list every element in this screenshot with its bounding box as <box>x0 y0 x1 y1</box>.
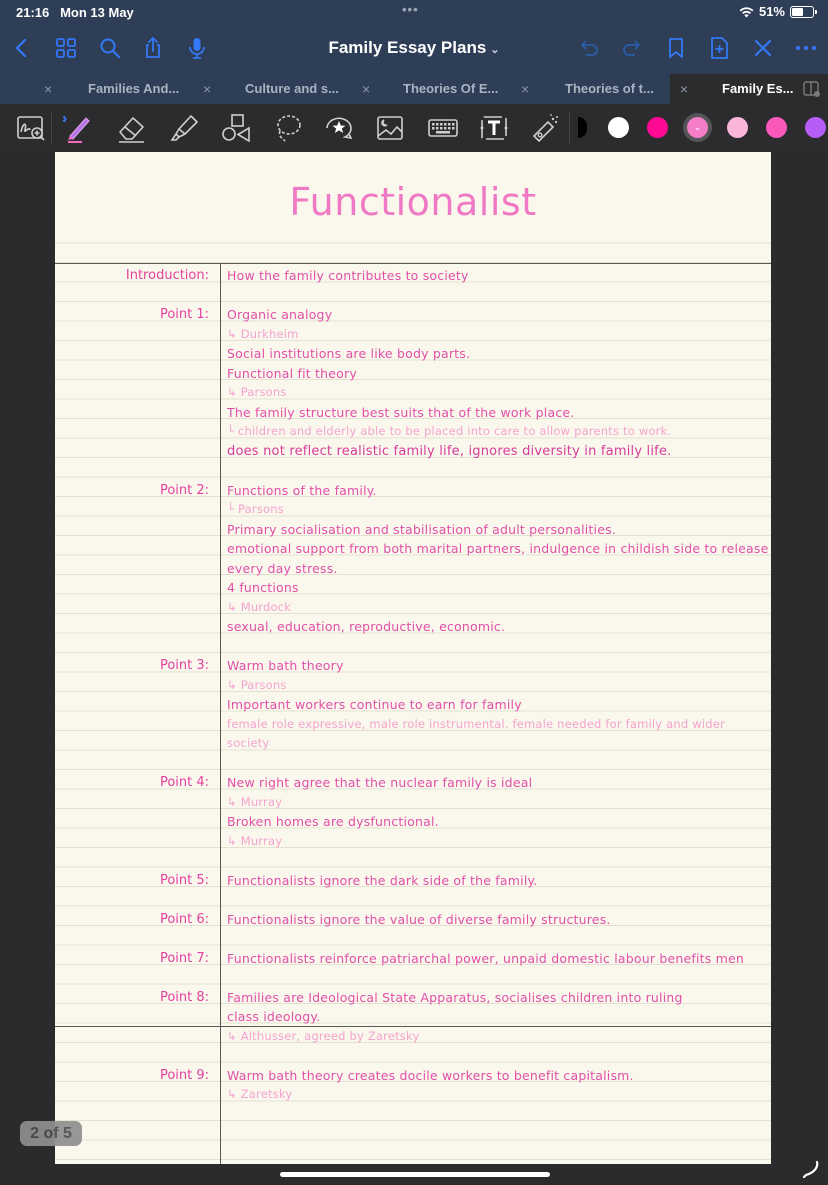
tab-theories-of-t[interactable]: × Theories of t... <box>521 74 681 104</box>
note-line: Warm bath theory <box>227 658 344 673</box>
lasso-icon[interactable] <box>272 112 304 144</box>
close-tab-icon[interactable]: × <box>680 81 689 97</box>
note-line: sexual, education, reproductive, economic. <box>227 619 506 634</box>
undo-icon[interactable] <box>577 36 601 60</box>
note-line: Primary socialisation and stabilisation of adult personalities. <box>227 521 616 537</box>
stickers-icon[interactable] <box>323 112 355 144</box>
note-line: Functional fit theory <box>227 365 357 381</box>
row-label: Point 5: <box>159 872 209 888</box>
redo-icon[interactable] <box>620 36 644 60</box>
note-source-line: ↳ Zaretsky <box>227 1087 293 1101</box>
status-date: Mon 13 May <box>60 5 134 20</box>
status-time: 21:16 Mon 13 May <box>16 5 134 20</box>
tab-family-essay-plans[interactable]: × Family Es... <box>670 74 828 104</box>
tab-theories-of-e[interactable]: × Theories Of E... <box>362 74 522 104</box>
laser-pointer-icon[interactable] <box>529 112 561 144</box>
drawing-toolbar <box>0 104 828 152</box>
note-source-line: ↳ Parsons <box>227 677 287 692</box>
color-swatch-white[interactable] <box>608 117 629 138</box>
row-label: Point 6: <box>159 911 209 927</box>
note-line: does not reflect realistic family life, ignores diversity in family life. <box>227 443 672 459</box>
color-swatch-medium-pink[interactable] <box>766 117 787 138</box>
table-top-border <box>55 263 771 264</box>
close-tab-icon[interactable]: × <box>521 81 530 97</box>
bookmark-icon[interactable] <box>664 36 688 60</box>
note-line: emotional support from both marital partners, indulgence in childish side to release <box>227 541 769 556</box>
more-icon[interactable] <box>794 36 818 60</box>
pen-icon[interactable] <box>60 112 92 144</box>
note-line: Families are Ideological State Apparatus, socialises children into ruling <box>227 989 683 1005</box>
document-title[interactable]: Family Essay Plans ⌄ <box>328 38 500 57</box>
nav-bar <box>0 26 828 74</box>
note-line: New right agree that the nuclear family is ideal <box>227 775 533 790</box>
page-counter: 2 of 5 <box>20 1121 82 1146</box>
note-line: Functionalists ignore the dark side of the family. <box>227 872 538 888</box>
row-label: Point 7: <box>159 950 209 966</box>
note-line: class ideology. <box>227 1009 321 1024</box>
note-source-line: ↳ Althusser, agreed by Zaretsky <box>227 1028 420 1043</box>
row-label: Point 8: <box>159 989 209 1005</box>
chevron-down-icon: ⌄ <box>490 44 500 56</box>
eraser-icon[interactable] <box>116 112 148 144</box>
split-view-icon[interactable] <box>803 81 820 97</box>
notebook-page[interactable] <box>55 152 771 1164</box>
battery-icon <box>790 6 814 18</box>
tab-culture-and[interactable]: × Culture and s... <box>203 74 363 104</box>
table-divider <box>55 1026 771 1027</box>
status-right <box>739 4 814 19</box>
close-tab-icon[interactable]: × <box>203 81 212 97</box>
row-label: Point 4: <box>159 775 209 790</box>
shapes-icon[interactable] <box>220 112 252 144</box>
row-label: Point 1: <box>159 307 209 322</box>
apple-pencil-icon <box>802 1160 820 1178</box>
notebook-canvas[interactable] <box>0 152 828 1185</box>
note-line: The family structure best suits that of the work place. <box>227 404 575 420</box>
table-column-divider <box>220 263 221 1164</box>
tab-families-and[interactable]: × Families And... <box>44 74 204 104</box>
note-source-line: female role expressive, male role instrumental. female needed for family and wider <box>227 716 725 731</box>
note-line: Functionalists ignore the value of diverse family structures. <box>227 911 611 927</box>
color-swatch-light-pink[interactable] <box>727 117 748 138</box>
add-page-icon[interactable] <box>707 36 731 60</box>
color-swatch-purple[interactable] <box>805 117 826 138</box>
image-icon[interactable] <box>374 112 406 144</box>
keyboard-icon[interactable] <box>427 112 459 144</box>
note-source-line: └ children and elderly able to be placed into care to allow parents to work. <box>227 424 672 438</box>
highlighter-icon[interactable] <box>168 112 200 144</box>
home-indicator[interactable] <box>280 1172 550 1177</box>
close-tab-icon[interactable]: × <box>44 81 53 97</box>
note-line: Organic analogy <box>227 307 333 322</box>
note-line: How the family contributes to society <box>227 268 469 283</box>
note-line: Social institutions are like body parts. <box>227 346 471 361</box>
note-line: Functionalists reinforce patriarchal power, unpaid domestic labour benefits men <box>227 950 745 966</box>
color-swatch-hot-pink[interactable] <box>647 117 668 138</box>
note-source-line: ↳ Parsons <box>227 385 287 399</box>
color-swatch-black[interactable] <box>578 117 587 138</box>
note-source-line: ↳ Murray <box>227 833 283 848</box>
note-source-line: ↳ Murray <box>227 794 283 809</box>
row-label: Point 3: <box>159 658 209 673</box>
note-source-line: society <box>227 736 270 750</box>
wifi-icon <box>739 6 754 18</box>
tab-strip <box>0 74 828 104</box>
row-label: Introduction: <box>125 268 209 283</box>
note-line: 4 functions <box>227 580 299 595</box>
zoom-window-icon[interactable] <box>15 112 47 144</box>
color-swatch-pink-selected[interactable]: ⌄ <box>687 117 708 138</box>
row-label: Point 2: <box>159 482 209 498</box>
note-line: Functions of the family. <box>227 482 377 498</box>
battery-percent: 51% <box>758 4 785 19</box>
note-line: Warm bath theory creates docile workers to benefit capitalism. <box>227 1067 634 1083</box>
note-source-line: ↳ Murdock <box>227 599 292 614</box>
note-source-line: └ Parsons <box>227 502 284 516</box>
row-label: Point 9: <box>159 1067 209 1083</box>
page-title: Functionalist <box>289 180 537 224</box>
close-tab-icon[interactable]: × <box>362 81 371 97</box>
status-bar <box>0 0 828 26</box>
multitasking-dots[interactable]: ••• <box>402 2 419 17</box>
note-line: Important workers continue to earn for family <box>227 697 522 712</box>
text-box-icon[interactable] <box>478 112 510 144</box>
note-source-line: ↳ Durkheim <box>227 326 299 341</box>
note-line: Broken homes are dysfunctional. <box>227 814 439 829</box>
close-icon[interactable] <box>751 36 775 60</box>
note-line: every day stress. <box>227 560 338 576</box>
